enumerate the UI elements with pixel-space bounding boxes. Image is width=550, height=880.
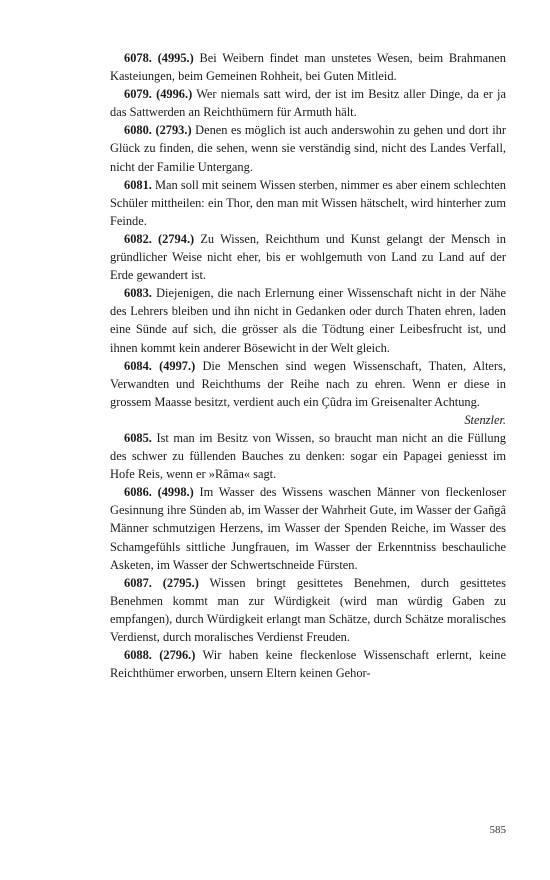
entry-text: Bei Weibern findet man unstetes Wesen, beim Brahmanen Kasteiungen, beim Gemeinen Rohheit, bei Guten Mitleid.	[110, 51, 506, 84]
entry-number: 6081.	[124, 177, 152, 192]
entry-text: Wissen bringt gesittetes Benehmen, durch gesittetes Benehmen kommt man zur Würdigkeit (wird man würdig Gaben zu empfangen), durch Würdigkeit erlangt man Schätze, durch Schätze moralisches Verdienst, durch moralisches Verdienst Freuden.	[110, 575, 507, 644]
entry-number: 6085.	[124, 430, 152, 445]
entry-number: 6079. (4996.)	[124, 87, 193, 102]
attribution: Stenzler.	[464, 412, 506, 427]
entry-6085	[110, 429, 506, 483]
entry-text: Ist man im Besitz von Wissen, so braucht man nicht an die Füllung des schwer zu füllenden Bauches zu denken: sogar ein Papagei geniesst im Hofe Reis, wenn er »Râma« sagt.	[110, 430, 506, 482]
entry-number: 6082. (2794.)	[124, 231, 195, 246]
entry-6078	[110, 49, 506, 85]
entry-text: Wer niemals satt wird, der ist im Besitz aller Dinge, da er ja das Sattwerden an Reichthümern für Armuth hält.	[110, 87, 506, 120]
entry-number: 6088. (2796.)	[124, 648, 196, 663]
entry-text: Wir haben keine fleckenlose Wissenschaft erlernt, keine Reichthümer erworben, unsern Eltern keinen Gehor-	[110, 648, 507, 681]
entry-text: Denen es möglich ist auch anderswohin zu gehen und dort ihr Glück zu finden, die sehen, wenn sie verständig sind, nicht des Landes Verfall, nicht der Familie Untergang.	[110, 123, 506, 174]
page-body	[110, 49, 506, 682]
entry-number: 6084. (4997.)	[124, 358, 196, 373]
entry-6080	[110, 121, 506, 175]
entry-number: 6083.	[124, 286, 152, 301]
entry-6082	[110, 230, 506, 284]
entry-text: Diejenigen, die nach Erlernung einer Wissenschaft nicht in der Nähe des Lehrers bleiben und ihn nicht in Gedanken oder durch Thaten ehren, laden eine Sünde auf sich, die grösser als die Tödtung einer Leibesfrucht ist, und ihnen kommt kein anderer Bösewicht in der Welt gleich.	[110, 286, 506, 355]
entry-text: Man soll mit seinem Wissen sterben, nimmer es aber einem schlechten Schüler mittheilen: ein Thor, den man mit Wissen hätschelt, wird hinterher zum Feinde.	[110, 177, 506, 228]
entry-6087	[110, 574, 506, 646]
entry-6086	[110, 483, 506, 573]
page-number: 585	[489, 824, 506, 836]
entry-text: Im Wasser des Wissens waschen Männer von fleckenloser Gesinnung ihre Sünden ab, im Wasser der Wahrheit Gute, im Wasser der Gañgâ Männer schmutzigen Herzens, im Wasser der Spenden Reiche, im Wasser des Schamgefühls sittliche Jungfrauen, im Wasser der Erkenntniss beschauliche Asketen, im Wasser der Schwertschneide Fürsten.	[110, 485, 506, 572]
entry-text: Zu Wissen, Reichthum und Kunst gelangt der Mensch in gründlicher Weise nicht eher, bis er wohlgemuth von Land zu Land auf der Erde gewandert ist.	[110, 231, 507, 283]
entry-text: Die Menschen sind wegen Wissenschaft, Thaten, Alters, Verwandten und Reichthums der Reihe nach zu ehren. Wenn er diese in grossem Maasse besitzt, verdient auch ein Çûdra im Greisenalter Achtung.	[110, 358, 506, 409]
entry-number: 6080. (2793.)	[124, 123, 192, 138]
entry-6083	[110, 284, 506, 356]
entry-number: 6078. (4995.)	[124, 51, 194, 65]
entry-6084	[110, 357, 506, 411]
entry-6081	[110, 176, 506, 230]
entry-6088	[110, 646, 506, 682]
entry-number: 6087. (2795.)	[124, 575, 199, 590]
entry-number: 6086. (4998.)	[124, 485, 194, 500]
entry-6079	[110, 85, 506, 121]
